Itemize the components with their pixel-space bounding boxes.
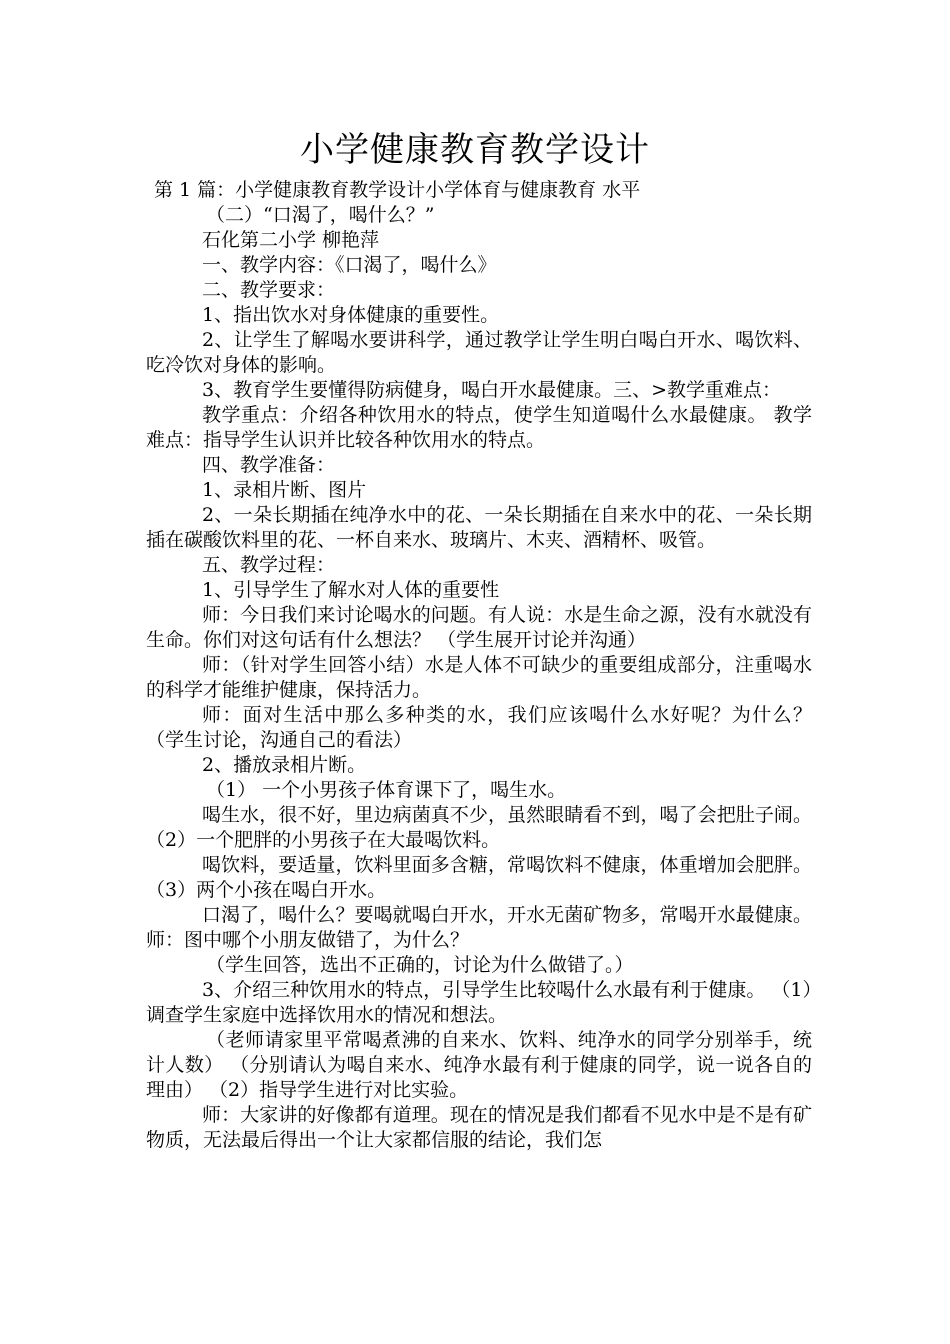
paragraph: 喝生水，很不好，里边病菌真不少，虽然眼睛看不到，喝了会把肚子闹。 （2）一个肥胖的小男孩子在大最喝饮料。 <box>146 804 812 851</box>
paragraph: 1、引导学生了解水对人体的重要性 <box>202 579 500 601</box>
paragraph: 石化第二小学 柳艳萍 <box>202 229 380 251</box>
paragraph: 师：大家讲的好像都有道理。现在的情况是我们都看不见水中是不是有矿物质，无法最后得出一个让大家都信服的结论，我们怎 <box>146 1104 812 1151</box>
paragraph: （二）“口渴了，喝什么？” <box>206 204 435 226</box>
paragraph: 师：面对生活中那么多种类的水，我们应该喝什么水好呢？为什么？ （学生讨论，沟通自己的看法） <box>146 704 812 751</box>
paragraph: 师：今日我们来讨论喝水的问题。有人说：水是生命之源，没有水就没有生命。你们对这句话有什么想法？ （学生展开讨论并沟通） <box>146 604 812 651</box>
paragraph: 师：（针对学生回答小结）水是人体不可缺少的重要组成部分，注重喝水的科学才能维护健康，保持活力。 <box>146 654 812 701</box>
paragraph: 一、教学内容：《口渴了，喝什么》 <box>202 254 497 276</box>
paragraph: 四、教学准备： <box>202 454 336 476</box>
paragraph: 口渴了，喝什么？要喝就喝白开水，开水无菌矿物多，常喝开水最健康。 师：图中哪个小朋友做错了，为什么？ <box>146 904 812 951</box>
paragraph: 2、让学生了解喝水要讲科学，通过教学让学生明白喝白开水、喝饮料、吃冷饮对身体的影响。 <box>146 329 812 376</box>
paragraph: 1、录相片断、图片 <box>202 479 367 501</box>
paragraph: 二、教学要求： <box>202 279 336 301</box>
paragraph: 教学重点：介绍各种饮用水的特点，使学生知道喝什么水最健康。 教学难点：指导学生认识并比较各种饮用水的特点。 <box>146 404 812 451</box>
paragraph: 2、播放录相片断。 <box>202 754 367 776</box>
paragraph: 五、教学过程： <box>202 554 336 576</box>
paragraph: 3、教育学生要懂得防病健身，喝白开水最健康。三、>教学重难点： <box>202 379 782 401</box>
paragraph: 2、一朵长期插在纯净水中的花、一朵长期插在自来水中的花、一朵长期插在碳酸饮料里的花、一杯自来水、玻璃片、木夹、酒精杯、吸管。 <box>146 504 812 551</box>
document-title: 小学健康教育教学设计 <box>300 130 650 170</box>
document-subtitle: 第 1 篇：小学健康教育教学设计小学体育与健康教育 水平 <box>154 179 641 201</box>
paragraph: 喝饮料，要适量，饮料里面多含糖，常喝饮料不健康，体重增加会肥胖。 （3）两个小孩在喝白开水。 <box>146 854 812 901</box>
paragraph: 3、介绍三种饮用水的特点，引导学生比较喝什么水最有利于健康。 （1）调查学生家庭中选择饮用水的情况和想法。 <box>146 979 812 1026</box>
paragraph: 1、指出饮水对身体健康的重要性。 <box>202 304 500 326</box>
document-body <box>146 178 812 1153</box>
paragraph: （1） 一个小男孩子体育课下了，喝生水。 <box>206 779 567 801</box>
paragraph: （学生回答，选出不正确的，讨论为什么做错了。） <box>206 954 634 976</box>
paragraph: （老师请家里平常喝煮沸的自来水、饮料、纯净水的同学分别举手，统计人数） （分别请认为喝自来水、纯净水最有利于健康的同学，说一说各自的理由） （2）指导学生进行对比实验。 <box>146 1029 812 1101</box>
